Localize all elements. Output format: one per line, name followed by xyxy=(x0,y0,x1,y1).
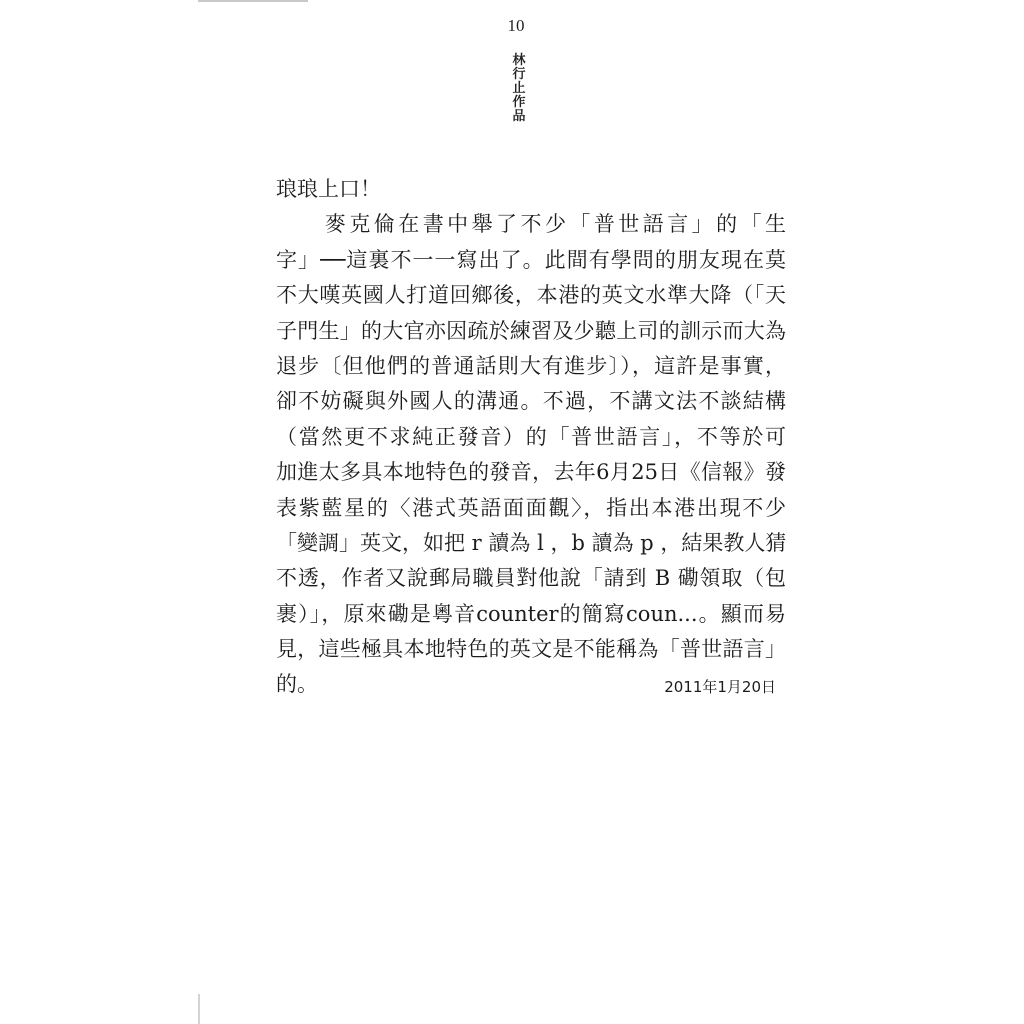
page-edge-line xyxy=(198,0,308,2)
running-head-char: 品 xyxy=(512,109,526,124)
date-signoff: 2011年1月20日 xyxy=(664,678,776,696)
text-line: 麥克倫在書中舉了不少「普世語言」的「生 xyxy=(276,212,786,237)
running-head-char: 行 xyxy=(512,67,526,82)
text-line: 表紫藍星的〈港式英語面面觀〉，指出本港出現不少 xyxy=(276,495,786,520)
text-line: 的。 xyxy=(276,672,318,697)
text-line: 退步〔但他們的普通話則大有進步〕），這許是事實， xyxy=(276,353,786,378)
running-head-char: 止 xyxy=(512,81,526,96)
running-head-char: 作 xyxy=(512,95,526,110)
text-line: 不透，作者又說郵局職員對他說「請到 B 磡領取（包 xyxy=(276,566,786,591)
text-line: 見，這些極具本地特色的英文是不能稱為「普世語言」 xyxy=(276,637,786,662)
body-text xyxy=(276,172,786,703)
running-head-char: 林 xyxy=(512,53,526,68)
text-line: 「變調」英文，如把 r 讀為 l ，b 讀為 p ，結果教人猜 xyxy=(276,530,787,555)
text-line: 不大嘆英國人打道回鄉後，本港的英文水準大降（「天 xyxy=(276,283,786,308)
text-line: 加進太多具本地特色的發音，去年6月25日《信報》發 xyxy=(276,460,786,485)
page-edge-line xyxy=(198,994,200,1024)
text-line: 子門生」的大官亦因疏於練習及少聽上司的訓示而大為 xyxy=(276,318,786,343)
text-line: 裹）」，原來磡是粵音counter的簡寫coun...。顯而易 xyxy=(276,601,786,626)
text-line: 字」──這裏不一一寫出了。此間有學問的朋友現在莫 xyxy=(276,247,786,272)
text-line: （當然更不求純正發音）的「普世語言」，不等於可 xyxy=(276,424,786,449)
running-head xyxy=(507,54,531,124)
text-line: 卻不妨礙與外國人的溝通。不過，不講文法不談結構 xyxy=(276,389,786,414)
page-number: 10 xyxy=(507,16,525,35)
text-line: 琅琅上口！ xyxy=(276,177,381,201)
